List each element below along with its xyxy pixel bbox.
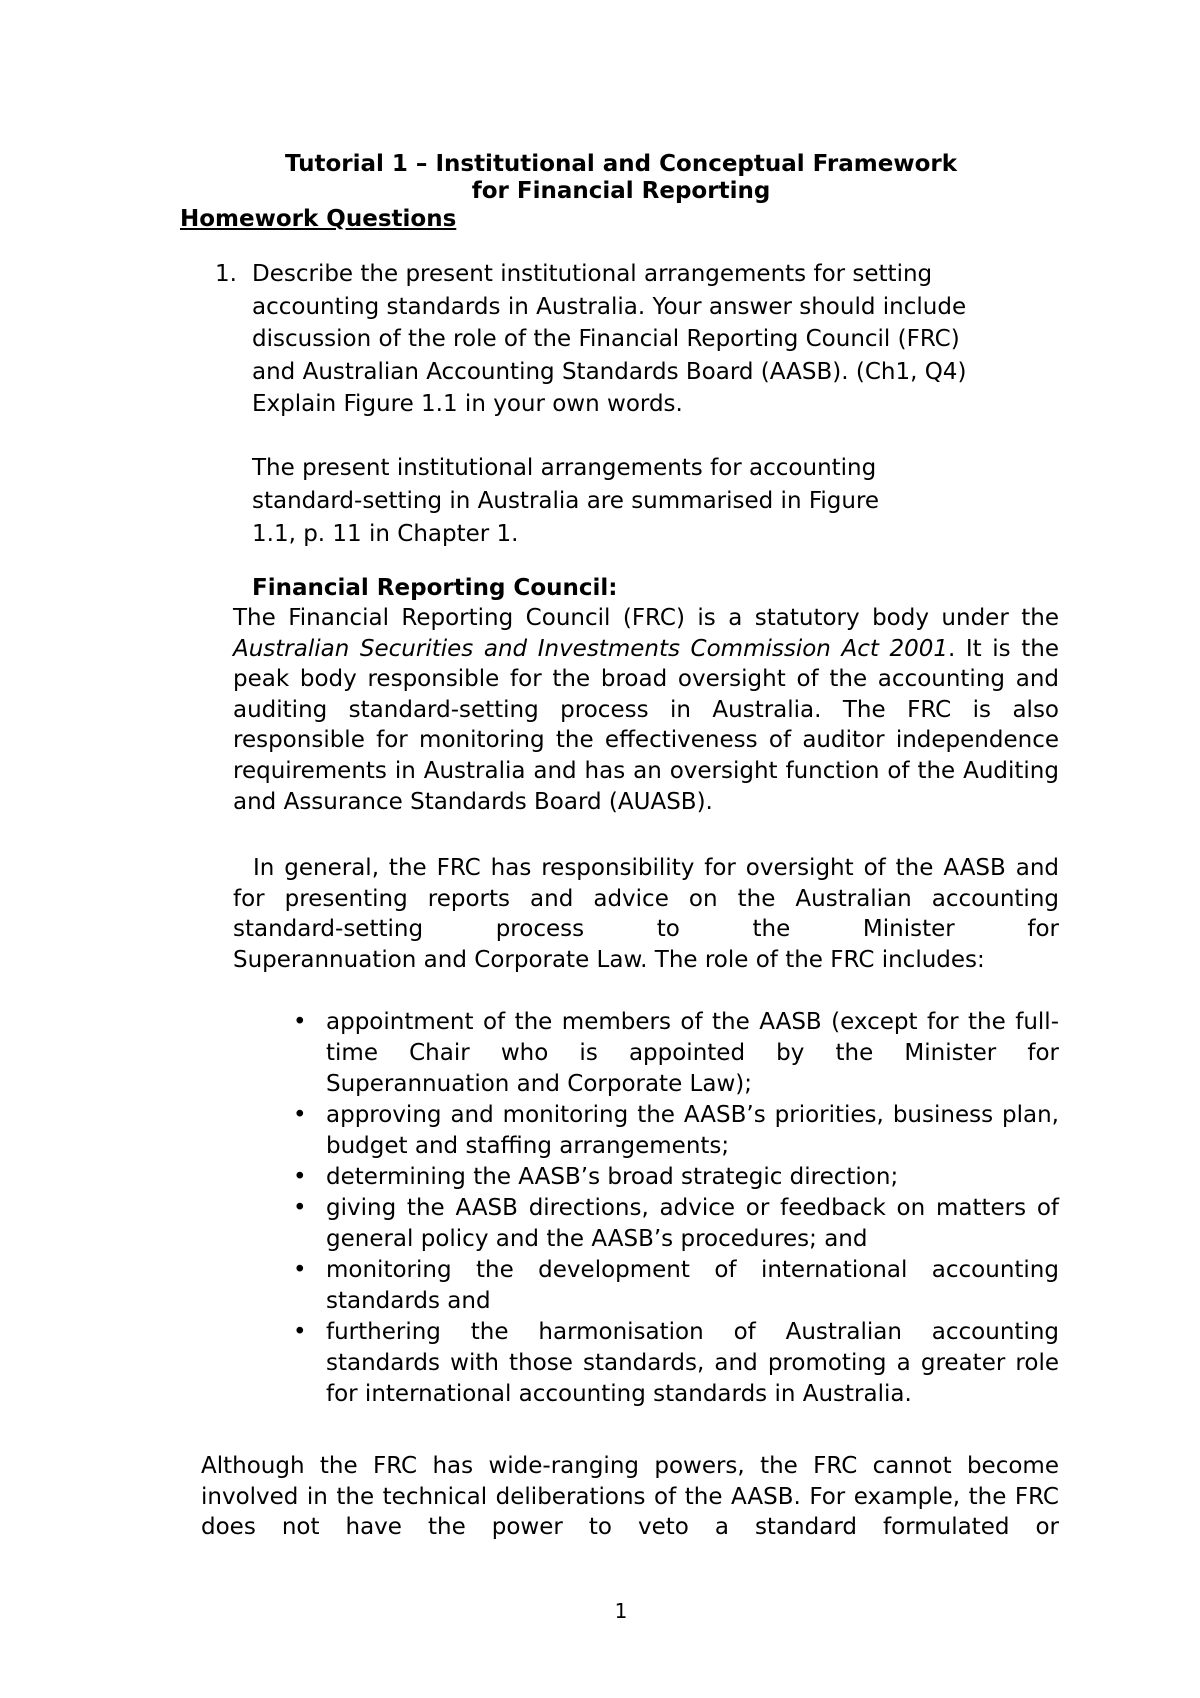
frc-paragraph-2-last-line: Superannuation and Corporate Law. The role of the FRC includes:	[233, 947, 985, 973]
answer-intro: The present institutional arrangements for accounting standard-setting in Australia are summarised in Figure 1.1, p. 11 in Chapter 1.	[252, 455, 880, 547]
list-item-text: monitoring the development of international accounting standards and	[326, 1257, 1059, 1314]
act-title: Australian Securities and Investments Commission Act 2001	[233, 635, 948, 662]
frc-paragraph-2: In general, the FRC has responsibility for oversight of the AASB and for presenting reports and advice on the Australian accounting standard-setting process to the Minister for	[233, 855, 1059, 943]
list-item-text: appointment of the members of the AASB (except for the full-time Chair who is appointed by the Minister for Superannuation and Corporate Law);	[326, 1009, 1059, 1097]
frc-paragraph-1-start: The Financial Reporting Council (FRC) is a statutory body under the	[233, 605, 1059, 631]
list-item-text: furthering the harmonisation of Australian accounting standards with those standards, and promoting a greater role for international accounting standards in Australia.	[326, 1319, 1059, 1407]
frc-paragraph-1-end: . It is the peak body responsible for the broad oversight of the accounting and auditing standard-setting process in Australia. The FRC is also responsible for monitoring the effectiveness of auditor independence requirements in Australia and has an oversight function of the Auditing and Assurance Standards Board (AUASB).	[233, 635, 1059, 815]
list-item-text: determining the AASB’s broad strategic direction;	[326, 1164, 899, 1190]
document-title-line1: Tutorial 1 – Institutional and Conceptual Framework	[284, 151, 958, 177]
list-item	[293, 1317, 1059, 1410]
list-item	[293, 1007, 1059, 1100]
closing-paragraph: Although the FRC has wide-ranging powers, the FRC cannot become involved in the technical deliberations of the AASB. For example, the FRC does not have the power to veto a standard formulated or	[201, 1453, 1059, 1541]
list-item	[293, 1162, 1059, 1193]
frc-role-list	[293, 1007, 1059, 1410]
list-item-text: giving the AASB directions, advice or feedback on matters of general policy and the AASB’s procedures; and	[326, 1195, 1059, 1252]
bullet-icon: •	[293, 1102, 307, 1128]
list-item	[293, 1100, 1059, 1162]
list-item	[293, 1193, 1059, 1255]
page-number: 1	[614, 1599, 628, 1623]
bullet-icon: •	[293, 1319, 307, 1345]
bullet-icon: •	[293, 1195, 307, 1221]
frc-heading: Financial Reporting Council:	[252, 575, 618, 601]
bullet-icon: •	[293, 1164, 307, 1190]
question-text: Describe the present institutional arrangements for setting accounting standards in Australia. Your answer should include discussion of the role of the Financial Reporting Council (FRC) and Australian Accounting Standards Board (AASB). (Ch1, Q4) Explain Figure 1.1 in your own words.	[252, 261, 967, 417]
list-item-text: approving and monitoring the AASB’s priorities, business plan, budget and staffing arrangements;	[326, 1102, 1059, 1159]
document-title-line2: for Financial Reporting	[471, 178, 771, 204]
list-item	[293, 1255, 1059, 1317]
question-number: 1.	[215, 261, 237, 287]
bullet-icon: •	[293, 1257, 307, 1283]
homework-heading: Homework Questions	[180, 206, 457, 232]
frc-paragraph-1	[233, 603, 1059, 817]
bullet-icon: •	[293, 1009, 307, 1035]
